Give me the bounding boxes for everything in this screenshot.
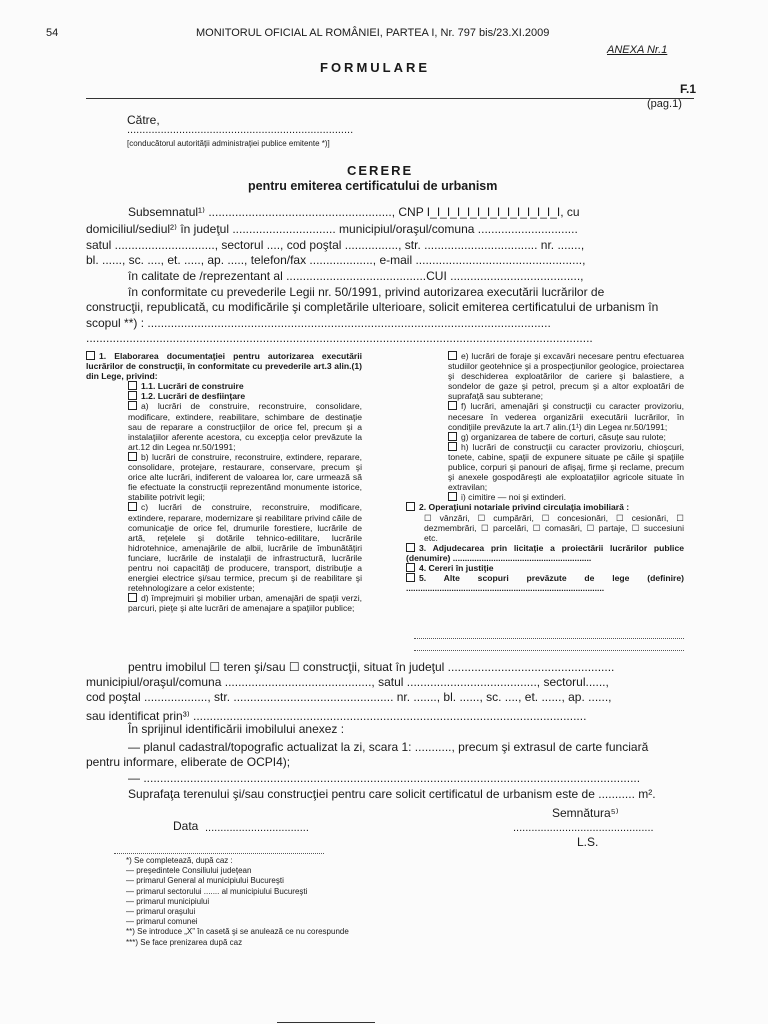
signature-field[interactable]: .............................................. [513,822,654,834]
other-purpose-line[interactable] [414,638,684,639]
footnote-line: *) Se completează, după caz : [126,856,233,865]
purpose-item[interactable] [406,563,684,573]
signature-label: Semnătura⁵⁾ [552,806,619,820]
purpose-text: 2. Operaţiuni notariale privind circulaţia imobiliară : [419,502,630,513]
footnotes [126,856,426,948]
purpose-item[interactable] [406,432,684,442]
checkbox[interactable] [128,452,137,461]
checkbox[interactable] [406,502,415,511]
addressee-field[interactable]: .......................................................................... [127,124,354,136]
header-rule [86,98,694,99]
checkbox[interactable] [448,401,457,410]
checkbox[interactable] [448,442,457,451]
applicant-line-2[interactable]: domiciliul/sediul²⁾ în judeţul ............................... municipiul/oraşul/comuna .............................. [86,222,578,236]
applicant-line-7: construcţii, republicată, cu modificările şi completările ulterioare, solicit emiterea certificatului de urbanism în [86,300,659,314]
purpose-item[interactable] [86,351,362,381]
purpose-item[interactable] [86,391,362,401]
property-line-4: În sprijinul identificării imobilului anexez : [128,722,345,736]
footnote-line: — primarul comunei [126,917,198,927]
surface-line[interactable]: Suprafaţa terenului şi/sau construcţiei pentru care solicit certificatul de urbanism este de ........... m². [128,787,656,801]
purpose-item[interactable] [406,513,684,543]
footnote-line: — preşedintele Consiliului judeţean [126,866,252,876]
date-field[interactable]: .................................. [205,822,309,834]
checkbox[interactable] [406,543,415,552]
purpose-left-column [86,351,362,613]
checkbox[interactable] [128,593,137,602]
footnote-line: **) Se introduce „X” în casetă şi se anulează ce nu corespunde [126,927,349,937]
footnote-line: ***) Se face prenizarea după caz [126,937,243,947]
checkbox[interactable] [406,573,415,582]
property-line-7[interactable]: — ..................................................................................................................................................... [128,771,641,785]
purpose-item[interactable] [86,381,362,391]
purpose-item[interactable] [86,452,362,502]
applicant-line-1[interactable]: Subsemnatul¹⁾ ......................................................., CNP I_I_I_I_I_I_I_I_I_I_I_I_I_I, cu [128,205,580,219]
date-label: Data [173,819,199,833]
purpose-text: 3. Adjudecarea prin licitaţie a proiectării lucrărilor publice (denumire) .......................................................... [406,542,684,563]
purpose-item[interactable] [406,502,684,512]
purpose-text: 1.1. Lucrări de construire [141,381,244,392]
purpose-text: 5. Alte scopuri prevăzute de lege (definire) ................................................................................... [406,573,684,594]
checkbox[interactable] [128,391,137,400]
purpose-text: b) lucrări de construire, reconstruire, extindere, reparare, consolidare, protejare, restaurare, conservare, precum şi orice alte lucrări, indiferent de valoarea lor, care urmează să fie efectuate la construcţii reprezentând monumente istorice, stabilite potrivit legii; [128,451,362,503]
property-line-3[interactable]: sau identificat prin³⁾ ...................................................................................................................... [86,709,587,723]
purpose-item[interactable] [406,543,684,563]
purpose-item[interactable] [406,442,684,492]
section-title: FORMULARE [320,60,431,75]
property-line-6: pentru informare, eliberate de OCPI4); [86,755,291,769]
applicant-line-4[interactable]: bl. ......, sc. ...., et. ....., ap. ....., telefon/fax ..................., e-mail .................................................., [86,253,586,267]
footnote-line: — primarul oraşului [126,907,196,917]
applicant-line-6: în conformitate cu prevederile Legii nr. 50/1991, privind autorizarea executării lucrărilor de [128,285,605,299]
form-subtitle: pentru emiterea certificatului de urbanism [248,179,498,193]
purpose-text: 1.2. Lucrări de desfiinţare [141,391,246,402]
ls-label: L.S. [577,835,599,849]
purpose-item[interactable] [406,573,684,593]
purpose-item[interactable] [86,401,362,451]
property-line-5[interactable]: — planul cadastral/topografic actualizat la zi, scara 1: ..........., precum şi extrasul de carte funciară [128,740,649,754]
applicant-line-9[interactable]: ........................................................................................................................................................ [86,331,593,345]
purpose-right-column [406,351,684,593]
checkbox[interactable] [128,502,137,511]
checkbox[interactable] [86,351,95,360]
purpose-item[interactable] [86,502,362,593]
applicant-line-5[interactable]: în calitate de /reprezentant al ..........................................CUI ......................................., [128,269,584,283]
form-title: CERERE [347,163,414,178]
purpose-item[interactable] [406,351,684,401]
other-purpose-line-2[interactable] [414,650,684,651]
purpose-text: a) lucrări de construire, reconstruire, consolidare, modificare, extindere, reabilitare, schimbare de destinaţie sau de reparare a construcţiilor de orice fel, precum şi a instalaţiilor aferente acestora, cu excepţia celor prevăzute la art.12 din Legea nr.50/1991; [128,401,362,452]
checkbox[interactable] [448,492,457,501]
page-ref: (pag.1) [647,98,682,110]
checkbox[interactable] [448,351,457,360]
annex-label: ANEXA Nr.1 [607,44,668,56]
checkbox[interactable] [448,432,457,441]
purpose-text: g) organizarea de tabere de corturi, căsuţe sau rulote; [461,431,666,442]
bottom-rule [277,1022,375,1023]
footnote-rule [114,853,324,854]
purpose-text: d) împrejmuiri şi mobilier urban, amenajări de spaţii verzi, parcuri, pieţe şi alte lucrări de amenajare a spaţiilor publice; [128,593,362,614]
purpose-item[interactable] [406,492,684,502]
purpose-text: 1. Elaborarea documentaţiei pentru autorizarea executării lucrărilor de construcţii, în conformitate cu prevederile art.3 alin.(1) din Lege, privind: [86,351,362,382]
addressee-label: Către, [127,113,160,127]
checkbox[interactable] [128,401,137,410]
purpose-item[interactable] [406,401,684,431]
purpose-text: 4. Cereri în justiţie [419,562,494,573]
purpose-text: i) cimitire — noi şi extinderi. [461,492,567,503]
purpose-text: f) lucrări, amenajări şi construcţii cu caracter provizoriu, necesare în vederea organizării executării lucrărilor, în condiţiile prevăzute la art.7 alin.(1¹) din Legea nr.50/1991; [448,401,684,432]
footnote-line: — primarul sectorului ....... al municipiului Bucureşti [126,886,308,896]
applicant-line-8[interactable]: scopul **) : ......................................................................................................................... [86,316,551,330]
footnote-line: — primarul General al municipiului Bucureşti [126,876,284,886]
purpose-item[interactable] [86,593,362,613]
checkbox[interactable] [128,381,137,390]
purpose-text: e) lucrări de foraje şi excavări necesare pentru efectuarea studiilor geotehnice şi a prospecţiunilor geologice, proiectarea şi deschiderea exploatărilor de cariere şi balastiere, a sondelor de gaze şi petrol, precum şi a altor exploatări de suprafaţă sau subterane; [448,351,684,402]
purpose-text: h) lucrări de construcţii cu caracter provizoriu, chioşcuri, tonete, cabine, spaţii de expunere situate pe căile şi spaţiile publice, corpuri şi panouri de afişaj, firme şi reclame, precum şi anexele gospodăreşti ale exploataţiilor agricole situate în extravilan; [448,441,684,493]
publication-header: MONITORUL OFICIAL AL ROMÂNIEI, PARTEA I, Nr. 797 bis/23.XI.2009 [196,27,550,39]
addressee-note: [conducătorul autorităţii administraţiei publice emitente *)] [127,139,330,148]
purpose-text: ☐ vânzări, ☐ cumpărări, ☐ concesionări, ☐ cesionări, ☐ dezmembrări, ☐ parcelări, ☐ comasări, ☐ partaje, ☐ succesiuni etc. [424,512,684,543]
property-line-2[interactable]: cod poştal ..................., str. ................................................ nr. ......., bl. ......, sc. ...., et. ......, ap. ......, [86,690,612,704]
footnote-line: — primarul municipiului [126,896,210,906]
property-line-1[interactable]: pentru imobilul ☐ teren şi/sau ☐ construcţii, situat în judeţul .................................................. [128,660,615,674]
property-line-1b[interactable]: municipiul/oraşul/comuna ............................................, satul ......................................., sectorul......, [86,675,609,689]
form-code: F.1 [680,82,697,96]
checkbox[interactable] [406,563,415,572]
page-number: 54 [46,27,59,39]
purpose-text: c) lucrări de construire, reconstruire, modificare, extindere, reparare, modernizare şi reabilitare privind căile de comunicaţie de orice fel, drumurile forestiere, lucrările de artă, reţelele şi dotările tehnico-edilitare, lucrările hidrotehnice, amenajările de albii, lucrările de îmbunătăţiri funciare, lucrările de instalaţii de infrastructură, lucrările pentru noi capacităţi de producere, transport, distribuţie a energiei electrice şi/sau termice, precum şi de reabilitare şi retehnologizare a celor existente; [128,502,362,594]
applicant-line-3[interactable]: satul .............................., sectorul ...., cod poştal ................, str. .................................. nr. ......., [86,238,585,252]
